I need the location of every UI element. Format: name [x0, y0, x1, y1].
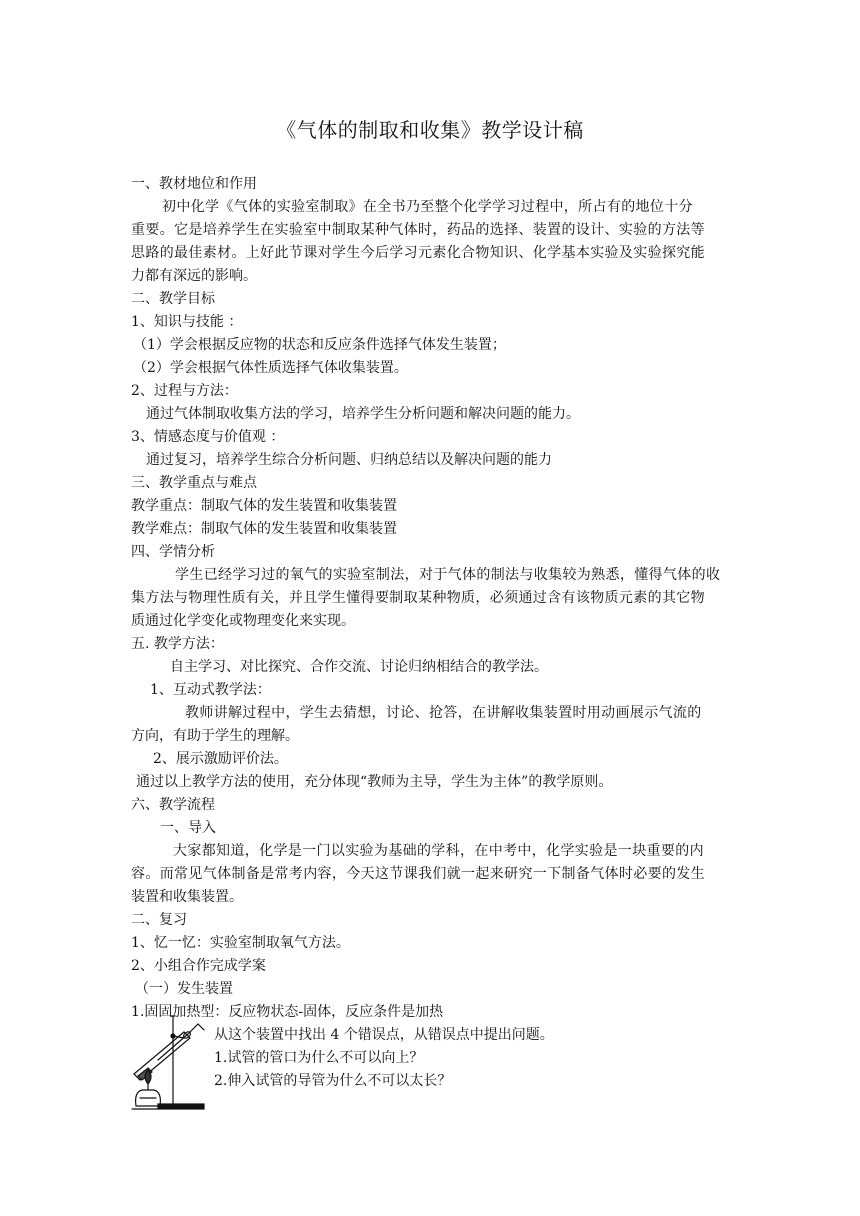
subheading: 3、情感态度与价值观 ： [131, 429, 285, 445]
section-heading: 二、教学目标 [131, 291, 215, 307]
paragraph-line: 1.固固加热型：反应物状态-固体，反应条件是加热 [131, 1004, 444, 1020]
subheading: 2、过程与方法： [131, 383, 238, 399]
paragraph-line: 初中化学《气体的实验室制取》在全书乃至整个化学学习过程中，所占有的地位十分 [162, 199, 693, 215]
list-item: （2）学会根据气体性质选择气体收集装置。 [133, 360, 408, 376]
paragraph-line: 方向，有助于学生的理解。 [131, 728, 299, 744]
paragraph-line: 大家都知道，化学是一门以实验为基础的学科，在中考中，化学实验是一块重要的内 [173, 843, 704, 859]
list-item: 2.伸入试管的导管为什么不可以太长？ [214, 1073, 452, 1089]
paragraph-line: 学生已经学习过的氧气的实验室制法，对于气体的制法与收集较为熟悉，懂得气体的收 [175, 567, 721, 583]
paragraph-line: 力都有深远的影响。 [131, 268, 257, 284]
paragraph-line: 1、忆一忆：实验室制取氧气方法。 [131, 935, 350, 951]
section-heading: 三、教学重点与难点 [131, 475, 257, 491]
paragraph-line: 容。而常见气体制备是常考内容，今天这节课我们就一起来研究一下制备气体时必要的发生 [131, 866, 705, 882]
heating-apparatus-illustration [128, 1014, 208, 1112]
paragraph-line: 从这个装置中找出 4 个错误点，从错误点中提出问题。 [214, 1027, 554, 1043]
list-item: 1.试管的管口为什么不可以向上？ [214, 1050, 424, 1066]
subheading: 一、导入 [160, 820, 216, 836]
section-heading: 一、教材地位和作用 [131, 176, 257, 192]
paragraph-line: 集方法与物理性质有关，并且学生懂得要制取某种物质，必须通过含有该物质元素的其它物 [131, 590, 705, 606]
section-heading: 五. 教学方法： [131, 636, 224, 652]
paragraph-line: 教师讲解过程中，学生去猜想，讨论、抢答，在讲解收集装置时用动画展示气流的 [185, 705, 702, 721]
paragraph-line: 自主学习、对比探究、合作交流、讨论归纳相结合的教学法。 [170, 659, 548, 675]
subheading: 1、知识与技能 ： [131, 314, 243, 330]
subheading: 2、展示激励评价法。 [153, 751, 288, 767]
section-heading: 二、复习 [131, 912, 187, 928]
paragraph-line: 通过复习，培养学生综合分析问题、归纳总结以及解决问题的能力 [146, 452, 552, 468]
section-heading: 四、学情分析 [131, 544, 215, 560]
list-item: （1）学会根据反应物的状态和反应条件选择气体发生装置； [133, 337, 506, 353]
paragraph-line: 重要。它是培养学生在实验室中制取某种气体时，药品的选择、装置的设计、实验的方法等 [131, 222, 705, 238]
paragraph-line: 思路的最佳素材。上好此节课对学生今后学习元素化合物知识、化学基本实验及实验探究能 [131, 245, 705, 261]
document-title: 《气体的制取和收集》教学设计稿 [276, 118, 584, 142]
subheading: 1、互动式教学法： [150, 682, 271, 698]
paragraph-line: 通过气体制取收集方法的学习，培养学生分析问题和解决问题的能力。 [146, 406, 580, 422]
paragraph-line: 教学重点：制取气体的发生装置和收集装置 [131, 498, 397, 514]
paragraph-line: 通过以上教学方法的使用，充分体现“教师为主导，学生为主体”的教学原则。 [136, 774, 613, 790]
paragraph-line: 教学难点：制取气体的发生装置和收集装置 [131, 521, 397, 537]
paragraph-line: 装置和收集装置。 [131, 889, 243, 905]
subheading: （一）发生装置 [135, 981, 233, 997]
paragraph-line: 质通过化学变化或物理变化来实现。 [131, 613, 355, 629]
section-heading: 六、教学流程 [131, 797, 215, 813]
paragraph-line: 2、小组合作完成学案 [131, 958, 266, 974]
